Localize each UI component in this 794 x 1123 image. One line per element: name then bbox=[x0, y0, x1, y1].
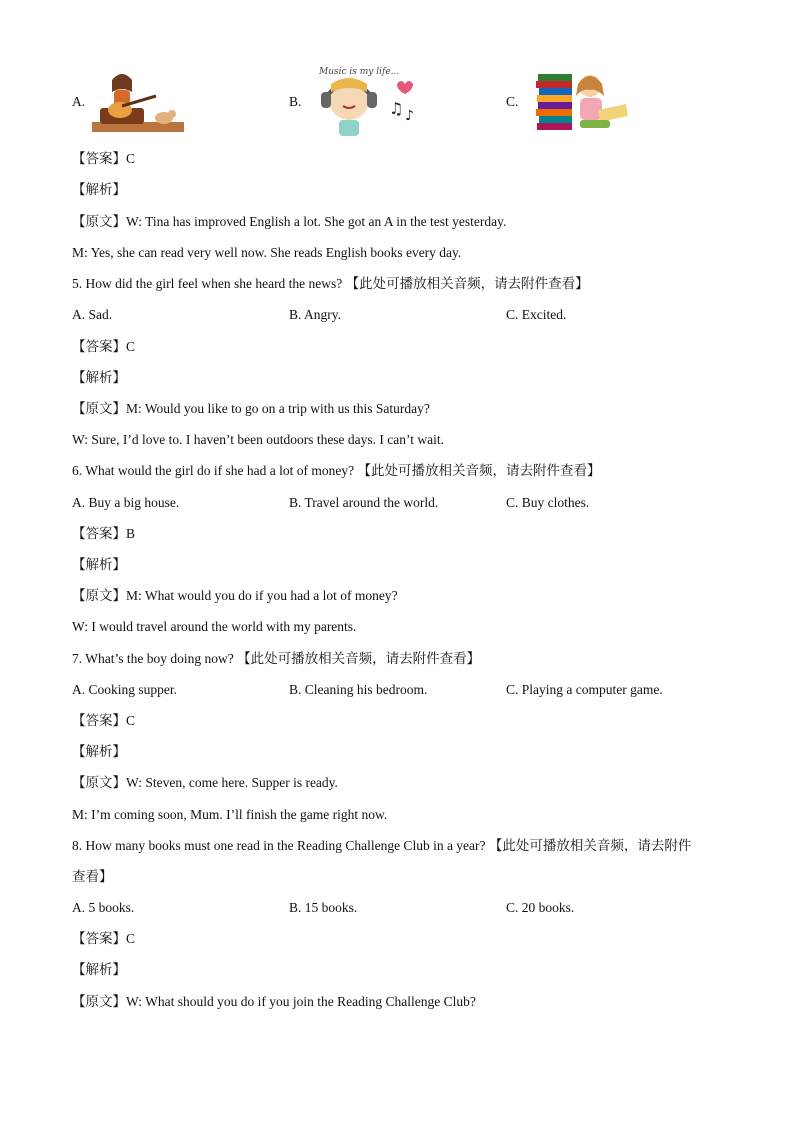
q5-option-b: B. Angry. bbox=[289, 307, 342, 322]
q7-transcript-2: M: I’m coming soon, Mum. I’ll finish the game right now. bbox=[72, 807, 388, 822]
q7-analysis: 【解析】 bbox=[72, 744, 126, 759]
q8-option-b: B. 15 books. bbox=[289, 900, 358, 915]
q6-transcript-2: W: I would travel around the world with my parents. bbox=[72, 619, 357, 634]
q5-analysis: 【解析】 bbox=[72, 370, 126, 385]
q7-question: 7. What’s the boy doing now? 【此处可播放相关音频，请去附件查看】 bbox=[72, 651, 481, 666]
q8-transcript-1: 【原文】W: What should you do if you join the Reading Challenge Club? bbox=[72, 994, 476, 1009]
q6-answer: 【答案】B bbox=[72, 526, 136, 541]
q8-question-line-2: 查看】 bbox=[72, 869, 113, 884]
q5-transcript-1: 【原文】M: Would you like to go on a trip with us this Saturday? bbox=[72, 401, 430, 416]
q6-option-b: B. Travel around the world. bbox=[289, 495, 439, 510]
option-a-label: A. bbox=[72, 94, 86, 109]
q6-option-c: C. Buy clothes. bbox=[506, 495, 590, 510]
q5-question: 5. How did the girl feel when she heard the news? 【此处可播放相关音频，请去附件查看】 bbox=[72, 276, 589, 291]
q4-answer: 【答案】C bbox=[72, 151, 136, 166]
q6-question: 6. What would the girl do if she had a lot of money? 【此处可播放相关音频，请去附件查看】 bbox=[72, 463, 601, 478]
q7-option-b: B. Cleaning his bedroom. bbox=[289, 682, 428, 697]
q4-transcript-2: M: Yes, she can read very well now. She reads English books every day. bbox=[72, 245, 462, 260]
q8-answer: 【答案】C bbox=[72, 931, 136, 946]
q7-option-c: C. Playing a computer game. bbox=[506, 682, 663, 697]
svg-text:♪: ♪ bbox=[405, 108, 414, 124]
girl-with-books-image bbox=[536, 70, 632, 136]
q4-transcript-1: 【原文】W: Tina has improved English a lot. She got an A in the test yesterday. bbox=[72, 214, 507, 229]
q6-transcript-1: 【原文】M: What would you do if you had a lot of money? bbox=[72, 588, 398, 603]
q7-answer: 【答案】C bbox=[72, 713, 136, 728]
music-caption: Music is my life... bbox=[319, 67, 400, 77]
q4-analysis: 【解析】 bbox=[72, 182, 126, 197]
option-b-label: B. bbox=[289, 94, 302, 109]
q8-option-a: A. 5 books. bbox=[72, 900, 135, 915]
option-c-label: C. bbox=[506, 94, 519, 109]
girl-playing-guitar-image bbox=[92, 70, 184, 136]
q7-option-a: A. Cooking supper. bbox=[72, 682, 178, 697]
q5-answer: 【答案】C bbox=[72, 339, 136, 354]
q5-option-c: C. Excited. bbox=[506, 307, 567, 322]
girl-with-headphones-image bbox=[305, 62, 425, 142]
q6-option-a: A. Buy a big house. bbox=[72, 495, 180, 510]
q8-question-line-1: 8. How many books must one read in the Reading Challenge Club in a year? 【此处可播放相关音频，请去附件 bbox=[72, 838, 692, 853]
q7-transcript-1: 【原文】W: Steven, come here. Supper is ready. bbox=[72, 775, 338, 790]
q8-option-c: C. 20 books. bbox=[506, 900, 575, 915]
q5-transcript-2: W: Sure, I’d love to. I haven’t been outdoors these days. I can’t wait. bbox=[72, 432, 445, 447]
q5-option-a: A. Sad. bbox=[72, 307, 113, 322]
svg-text:♫: ♫ bbox=[389, 99, 404, 118]
q6-analysis: 【解析】 bbox=[72, 557, 126, 572]
q8-analysis: 【解析】 bbox=[72, 962, 126, 977]
